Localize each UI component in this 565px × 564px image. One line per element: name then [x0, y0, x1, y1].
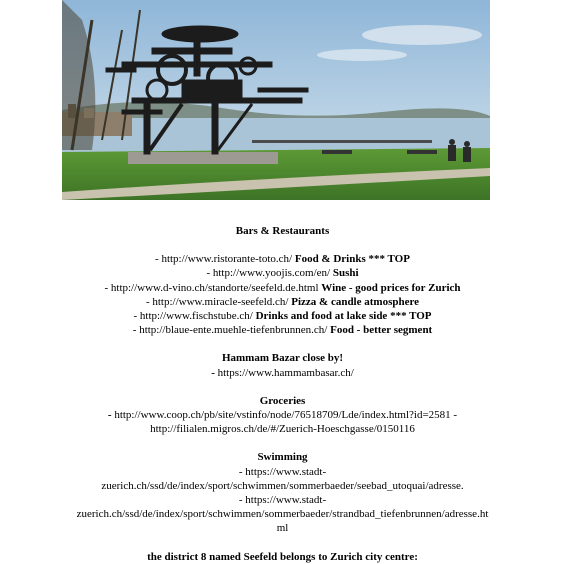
bars-restaurants-heading: Bars & Restaurants	[235, 225, 330, 237]
groceries-heading: Groceries	[259, 394, 306, 407]
link-ristorante-toto[interactable]: http://www.ristorante-toto.ch/	[161, 253, 293, 266]
photo-seefeld-lakeside-sculpture	[62, 0, 490, 200]
link-blaue-ente[interactable]: http://blaue-ente.muehle-tiefenbrunnen.ch/	[139, 324, 328, 337]
hammam-heading: Hammam Bazar close by!	[221, 352, 344, 365]
list-item: - http://www.d-vino.ch/standorte/seefeld.de.html Wine - good prices for Zurich	[104, 281, 461, 294]
list-item: - http://www.fischstube.ch/ Drinks and food at lake side *** TOP	[133, 310, 432, 323]
list-item: - http://www.coop.ch/pb/site/vstinfo/node/76518709/Lde/index.html?id=2581 -	[107, 409, 458, 422]
lakeside-photo-drawing	[62, 0, 490, 200]
swimming-line[interactable]: zuerich.ch/ssd/de/index/sport/schwimmen/sommerbaeder/seebad_utoquai/adresse.	[101, 479, 464, 492]
swimming-line[interactable]: zuerich.ch/ssd/de/index/sport/schwimmen/sommerbaeder/strandbad_tiefenbrunnen/adresse.ht	[76, 508, 489, 521]
swimming-heading: Swimming	[257, 451, 308, 464]
link-hammambasar[interactable]: https://www.hammambasar.ch/	[217, 366, 354, 379]
swimming-line[interactable]: - https://www.stadt-	[238, 494, 327, 507]
list-item: - http://www.miracle-seefeld.ch/ Pizza & candle atmosphere	[145, 295, 420, 308]
swimming-line[interactable]: - https://www.stadt-	[238, 465, 327, 478]
seefeld-info-text	[40, 224, 525, 564]
list-item: - http://www.yoojis.com/en/ Sushi	[206, 267, 359, 280]
district-footer-text: the district 8 named Seefeld belongs to Zurich city centre:	[147, 550, 418, 563]
list-item: - http://blaue-ente.muehle-tiefenbrunnen.ch/ Food - better segment	[132, 324, 433, 337]
link-coop[interactable]: http://www.coop.ch/pb/site/vstinfo/node/76518709/Lde/index.html?id=2581 -	[114, 409, 458, 422]
list-item: - http://www.ristorante-toto.ch/ Food & Drinks *** TOP	[155, 253, 410, 266]
list-item	[40, 422, 525, 436]
list-item: - https://www.hammambasar.ch/	[211, 366, 354, 379]
link-d-vino[interactable]: http://www.d-vino.ch/standorte/seefeld.de.html	[110, 281, 319, 294]
link-miracle-seefeld[interactable]: http://www.miracle-seefeld.ch/	[152, 295, 289, 308]
swimming-line[interactable]: ml	[276, 522, 289, 535]
link-fischstube[interactable]: http://www.fischstube.ch/	[139, 310, 253, 323]
link-migros[interactable]: http://filialen.migros.ch/de/#/Zuerich-Hoeschgasse/0150116	[150, 423, 415, 436]
link-yoojis[interactable]: http://www.yoojis.com/en/	[212, 267, 331, 280]
